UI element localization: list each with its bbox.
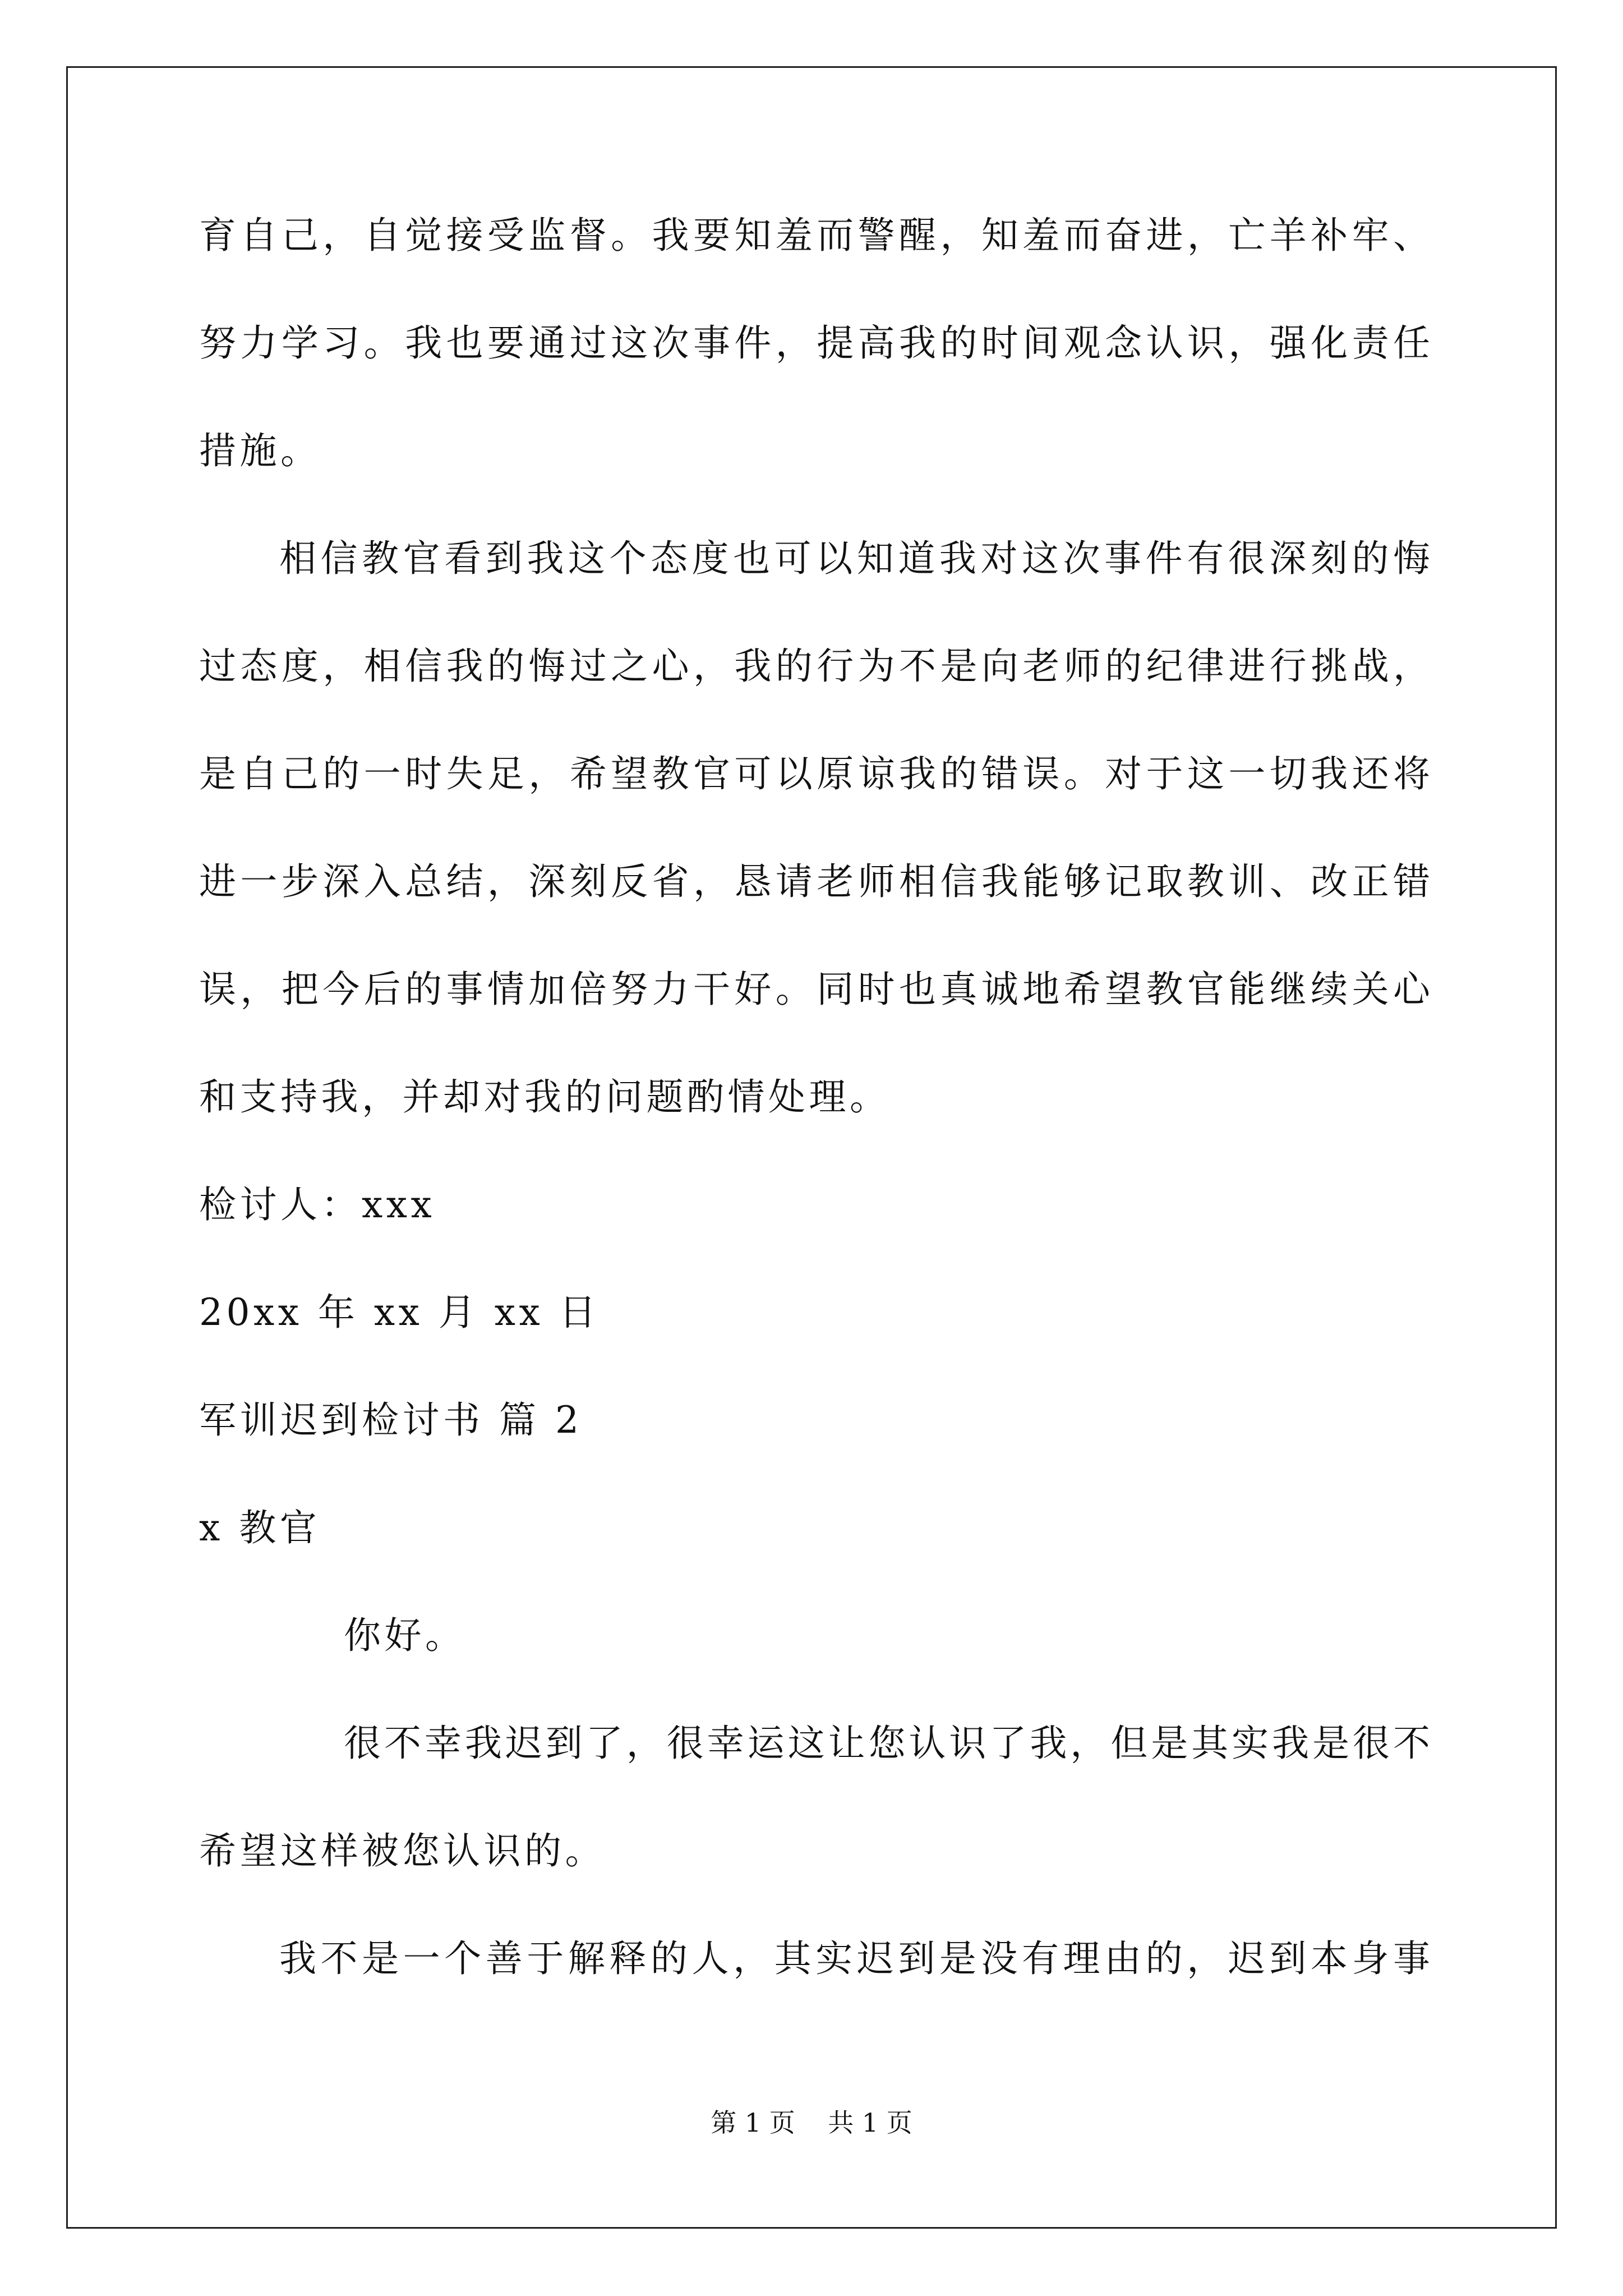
paragraph-line: 是自己的一时失足，希望教官可以原谅我的错误。对于这一切我还将 — [199, 752, 1430, 795]
paragraph-line: 希望这样被您认识的。 — [199, 1829, 606, 1872]
paragraph-line: 努力学习。我也要通过这次事件，提高我的时间观念认识，强化责任 — [199, 321, 1430, 365]
paragraph-line: 和支持我，并却对我的问题酌情处理。 — [199, 1075, 891, 1119]
page-border — [66, 66, 1557, 2229]
paragraph-line: 措施。 — [199, 429, 321, 472]
date-line: 20xx 年 xx 月 xx 日 — [199, 1291, 600, 1334]
paragraph-line: 很不幸我迟到了，很幸运这让您认识了我，但是其实我是很不 — [344, 1722, 1430, 1765]
signature-line: 检讨人：xxx — [199, 1183, 436, 1226]
paragraph-line: 过态度，相信我的悔过之心，我的行为不是向老师的纪律进行挑战， — [199, 645, 1430, 688]
greeting-line: 你好。 — [344, 1614, 466, 1657]
paragraph-line: 相信教官看到我这个态度也可以知道我对这次事件有很深刻的悔 — [279, 537, 1430, 580]
salutation-line: x 教官 — [199, 1506, 321, 1549]
paragraph-line: 我不是一个善于解释的人，其实迟到是没有理由的，迟到本身事 — [279, 1937, 1430, 1980]
page-number-footer: 第 1 页 共 1 页 — [711, 2108, 912, 2138]
paragraph-line: 育自己，自觉接受监督。我要知羞而警醒，知羞而奋进，亡羊补牢、 — [199, 214, 1430, 257]
paragraph-line: 进一步深入总结，深刻反省，恳请老师相信我能够记取教训、改正错 — [199, 860, 1430, 903]
section-heading: 军训迟到检讨书 篇 2 — [199, 1398, 583, 1442]
paragraph-line: 误，把今后的事情加倍努力干好。同时也真诚地希望教官能继续关心 — [199, 968, 1430, 1011]
